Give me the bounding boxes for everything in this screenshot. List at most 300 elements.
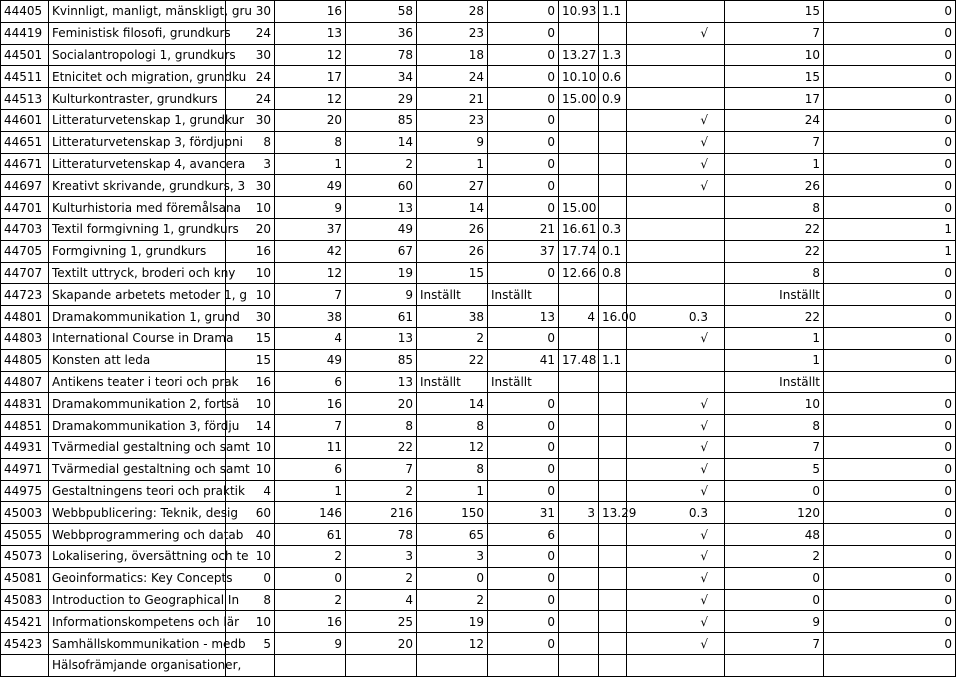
first-hand-applicants-cell: 146 xyxy=(275,502,346,524)
merit-grade-cell xyxy=(559,524,599,546)
merit-grade-cell: 17.74 xyxy=(559,240,599,262)
table-row xyxy=(1,131,956,153)
places-cell: 10 xyxy=(226,436,275,458)
late-cell: 0 xyxy=(824,131,956,153)
all-admitted-cell: √ xyxy=(627,567,725,589)
reserves-cell: 0 xyxy=(488,327,559,349)
merit-test-cell xyxy=(599,633,627,655)
merit-grade-cell xyxy=(559,611,599,633)
registered-cell: 0 xyxy=(725,480,824,502)
reserves-cell xyxy=(488,654,559,676)
table-row xyxy=(1,611,956,633)
total-applicants-cell: 85 xyxy=(346,349,417,371)
late-cell: 0 xyxy=(824,1,956,23)
course-name-cell: Kulturkontraster, grundkurs xyxy=(49,88,226,110)
course-code-cell: 44501 xyxy=(1,44,49,66)
course-code-cell: 44831 xyxy=(1,393,49,415)
admitted-cell: 18 xyxy=(417,44,488,66)
late-cell: 0 xyxy=(824,415,956,437)
merit-grade-cell xyxy=(559,327,599,349)
first-hand-applicants-cell: 12 xyxy=(275,44,346,66)
all-admitted-cell: √ xyxy=(627,131,725,153)
first-hand-applicants-cell: 20 xyxy=(275,109,346,131)
table-row xyxy=(1,415,956,437)
places-cell: 8 xyxy=(226,131,275,153)
first-hand-applicants-cell: 8 xyxy=(275,131,346,153)
late-cell: 0 xyxy=(824,175,956,197)
reserves-cell: 21 xyxy=(488,218,559,240)
course-name-cell: International Course in Drama xyxy=(49,327,226,349)
places-cell: 10 xyxy=(226,545,275,567)
total-applicants-cell: 7 xyxy=(346,458,417,480)
all-admitted-cell xyxy=(627,654,725,676)
admitted-cell: Inställt xyxy=(417,284,488,306)
merit-grade-cell xyxy=(559,436,599,458)
merit-test-cell xyxy=(599,589,627,611)
reserves-cell: 0 xyxy=(488,44,559,66)
admitted-cell: 22 xyxy=(417,349,488,371)
late-cell: 0 xyxy=(824,611,956,633)
reserves-cell: 0 xyxy=(488,197,559,219)
merit-test-cell xyxy=(599,22,627,44)
first-hand-applicants-cell: 42 xyxy=(275,240,346,262)
registered-cell: 0 xyxy=(725,567,824,589)
first-hand-applicants-cell: 37 xyxy=(275,218,346,240)
first-hand-applicants-cell: 1 xyxy=(275,153,346,175)
total-applicants-cell: 14 xyxy=(346,131,417,153)
course-code-cell: 44801 xyxy=(1,306,49,328)
merit-grade-cell xyxy=(559,371,599,393)
merit-test-cell: 0.8 xyxy=(599,262,627,284)
table-row xyxy=(1,262,956,284)
course-code-cell: 44971 xyxy=(1,458,49,480)
all-admitted-cell: 0.3 xyxy=(627,502,725,524)
all-admitted-cell: √ xyxy=(627,524,725,546)
course-code-cell: 45003 xyxy=(1,502,49,524)
first-hand-applicants-cell: 16 xyxy=(275,393,346,415)
total-applicants-cell: 29 xyxy=(346,88,417,110)
reserves-cell: 0 xyxy=(488,436,559,458)
course-code-cell: 44975 xyxy=(1,480,49,502)
registered-cell: 15 xyxy=(725,1,824,23)
first-hand-applicants-cell: 16 xyxy=(275,611,346,633)
first-hand-applicants-cell: 0 xyxy=(275,567,346,589)
total-applicants-cell: 4 xyxy=(346,589,417,611)
places-cell: 15 xyxy=(226,327,275,349)
merit-test-cell: 0.9 xyxy=(599,88,627,110)
first-hand-applicants-cell: 9 xyxy=(275,633,346,655)
table-row xyxy=(1,458,956,480)
total-applicants-cell: 58 xyxy=(346,1,417,23)
table-row xyxy=(1,480,956,502)
course-name-cell: Skapande arbetets metoder 1, g xyxy=(49,284,226,306)
all-admitted-cell: √ xyxy=(627,458,725,480)
course-name-cell: Hälsofrämjande organisationer, xyxy=(49,654,226,676)
late-cell: 0 xyxy=(824,502,956,524)
registered-cell: 48 xyxy=(725,524,824,546)
reserves-cell: 0 xyxy=(488,415,559,437)
admitted-cell: 9 xyxy=(417,131,488,153)
admitted-cell: 38 xyxy=(417,306,488,328)
merit-grade-cell: 3 xyxy=(559,502,599,524)
merit-grade-cell xyxy=(559,654,599,676)
merit-test-cell xyxy=(599,545,627,567)
course-code-cell: 44701 xyxy=(1,197,49,219)
late-cell: 0 xyxy=(824,22,956,44)
late-cell: 0 xyxy=(824,109,956,131)
merit-grade-cell xyxy=(559,545,599,567)
merit-test-cell xyxy=(599,393,627,415)
merit-test-cell xyxy=(599,611,627,633)
first-hand-applicants-cell: 17 xyxy=(275,66,346,88)
table-row xyxy=(1,349,956,371)
registered-cell: 1 xyxy=(725,349,824,371)
late-cell: 1 xyxy=(824,218,956,240)
admitted-cell: 23 xyxy=(417,22,488,44)
late-cell: 0 xyxy=(824,66,956,88)
course-name-cell: Socialantropologi 1, grundkurs xyxy=(49,44,226,66)
all-admitted-cell: √ xyxy=(627,545,725,567)
late-cell: 0 xyxy=(824,327,956,349)
places-cell: 24 xyxy=(226,66,275,88)
admitted-cell: 19 xyxy=(417,611,488,633)
all-admitted-cell: √ xyxy=(627,611,725,633)
total-applicants-cell: 49 xyxy=(346,218,417,240)
first-hand-applicants-cell: 61 xyxy=(275,524,346,546)
reserves-cell: 0 xyxy=(488,262,559,284)
course-code-cell: 44851 xyxy=(1,415,49,437)
places-cell: 10 xyxy=(226,393,275,415)
merit-test-cell xyxy=(599,371,627,393)
merit-test-cell xyxy=(599,567,627,589)
all-admitted-cell xyxy=(627,66,725,88)
all-admitted-cell: √ xyxy=(627,327,725,349)
course-name-cell: Webbprogrammering och datab xyxy=(49,524,226,546)
all-admitted-cell xyxy=(627,371,725,393)
course-name-cell: Samhällskommunikation - medb xyxy=(49,633,226,655)
places-cell: 4 xyxy=(226,480,275,502)
late-cell xyxy=(824,654,956,676)
course-code-cell: 44807 xyxy=(1,371,49,393)
course-code-cell: 45421 xyxy=(1,611,49,633)
course-code-cell: 44511 xyxy=(1,66,49,88)
places-cell: 10 xyxy=(226,197,275,219)
course-code-cell: 45073 xyxy=(1,545,49,567)
total-applicants-cell: 61 xyxy=(346,306,417,328)
course-code-cell xyxy=(1,654,49,676)
table-row xyxy=(1,44,956,66)
places-cell: 0 xyxy=(226,567,275,589)
merit-test-cell xyxy=(599,109,627,131)
registered-cell: 26 xyxy=(725,175,824,197)
reserves-cell: 0 xyxy=(488,633,559,655)
registered-cell: 5 xyxy=(725,458,824,480)
merit-test-cell xyxy=(599,131,627,153)
total-applicants-cell: 36 xyxy=(346,22,417,44)
admitted-cell: 26 xyxy=(417,240,488,262)
total-applicants-cell: 78 xyxy=(346,524,417,546)
places-cell: 30 xyxy=(226,175,275,197)
all-admitted-cell: √ xyxy=(627,633,725,655)
table-row xyxy=(1,589,956,611)
admitted-cell: 150 xyxy=(417,502,488,524)
merit-test-cell xyxy=(599,436,627,458)
course-code-cell: 44803 xyxy=(1,327,49,349)
reserves-cell: 6 xyxy=(488,524,559,546)
course-name-cell: Dramakommunikation 2, fortsä xyxy=(49,393,226,415)
admitted-cell: 0 xyxy=(417,567,488,589)
course-code-cell: 44405 xyxy=(1,1,49,23)
all-admitted-cell: √ xyxy=(627,589,725,611)
all-admitted-cell: √ xyxy=(627,436,725,458)
table-row xyxy=(1,436,956,458)
table-row xyxy=(1,22,956,44)
registered-cell: 8 xyxy=(725,415,824,437)
merit-test-cell xyxy=(599,284,627,306)
all-admitted-cell xyxy=(627,240,725,262)
merit-grade-cell xyxy=(559,22,599,44)
merit-grade-cell: 10.10 xyxy=(559,66,599,88)
all-admitted-cell xyxy=(627,262,725,284)
reserves-cell: 37 xyxy=(488,240,559,262)
first-hand-applicants-cell: 9 xyxy=(275,197,346,219)
merit-test-cell: 16.00 xyxy=(599,306,627,328)
merit-grade-cell xyxy=(559,131,599,153)
reserves-cell: 0 xyxy=(488,480,559,502)
merit-test-cell xyxy=(599,327,627,349)
registered-cell: 10 xyxy=(725,44,824,66)
reserves-cell: 0 xyxy=(488,589,559,611)
first-hand-applicants-cell: 4 xyxy=(275,327,346,349)
reserves-cell: 0 xyxy=(488,175,559,197)
reserves-cell: 0 xyxy=(488,88,559,110)
merit-test-cell xyxy=(599,175,627,197)
merit-test-cell: 1.3 xyxy=(599,44,627,66)
registered-cell: 9 xyxy=(725,611,824,633)
reserves-cell: 41 xyxy=(488,349,559,371)
all-admitted-cell: √ xyxy=(627,153,725,175)
late-cell: 0 xyxy=(824,393,956,415)
table-row xyxy=(1,502,956,524)
late-cell: 0 xyxy=(824,197,956,219)
first-hand-applicants-cell: 12 xyxy=(275,262,346,284)
reserves-cell: 0 xyxy=(488,393,559,415)
first-hand-applicants-cell: 7 xyxy=(275,415,346,437)
course-code-cell: 44513 xyxy=(1,88,49,110)
admitted-cell: 12 xyxy=(417,436,488,458)
table-row xyxy=(1,545,956,567)
first-hand-applicants-cell: 6 xyxy=(275,458,346,480)
first-hand-applicants-cell: 16 xyxy=(275,1,346,23)
course-code-cell: 44723 xyxy=(1,284,49,306)
course-code-cell: 44703 xyxy=(1,218,49,240)
places-cell: 10 xyxy=(226,284,275,306)
course-name-cell: Dramakommunikation 1, grund xyxy=(49,306,226,328)
late-cell: 0 xyxy=(824,44,956,66)
registered-cell: 8 xyxy=(725,262,824,284)
late-cell: 0 xyxy=(824,436,956,458)
course-name-cell: Textil formgivning 1, grundkurs xyxy=(49,218,226,240)
registered-cell xyxy=(725,654,824,676)
course-code-cell: 44931 xyxy=(1,436,49,458)
table-row xyxy=(1,524,956,546)
all-admitted-cell xyxy=(627,44,725,66)
total-applicants-cell: 9 xyxy=(346,284,417,306)
course-name-cell: Introduction to Geographical In xyxy=(49,589,226,611)
total-applicants-cell: 3 xyxy=(346,545,417,567)
admitted-cell: 24 xyxy=(417,66,488,88)
reserves-cell: 0 xyxy=(488,1,559,23)
registered-cell: 22 xyxy=(725,306,824,328)
first-hand-applicants-cell: 38 xyxy=(275,306,346,328)
merit-grade-cell xyxy=(559,480,599,502)
table-row xyxy=(1,66,956,88)
course-code-cell: 44697 xyxy=(1,175,49,197)
first-hand-applicants-cell: 1 xyxy=(275,480,346,502)
total-applicants-cell: 85 xyxy=(346,109,417,131)
admitted-cell: 1 xyxy=(417,480,488,502)
merit-test-cell xyxy=(599,415,627,437)
merit-test-cell xyxy=(599,654,627,676)
places-cell: 10 xyxy=(226,262,275,284)
merit-grade-cell: 4 xyxy=(559,306,599,328)
course-code-cell: 44601 xyxy=(1,109,49,131)
total-applicants-cell: 2 xyxy=(346,153,417,175)
merit-test-cell: 0.1 xyxy=(599,240,627,262)
registered-cell: 15 xyxy=(725,66,824,88)
course-code-cell: 44651 xyxy=(1,131,49,153)
reserves-cell: 0 xyxy=(488,22,559,44)
places-cell: 15 xyxy=(226,349,275,371)
total-applicants-cell: 13 xyxy=(346,327,417,349)
first-hand-applicants-cell: 2 xyxy=(275,589,346,611)
course-code-cell: 45081 xyxy=(1,567,49,589)
merit-grade-cell: 15.00 xyxy=(559,88,599,110)
course-name-cell: Antikens teater i teori och prak xyxy=(49,371,226,393)
course-name-cell: Gestaltningens teori och praktik xyxy=(49,480,226,502)
first-hand-applicants-cell: 49 xyxy=(275,349,346,371)
merit-grade-cell xyxy=(559,633,599,655)
places-cell: 24 xyxy=(226,88,275,110)
course-name-cell: Formgivning 1, grundkurs xyxy=(49,240,226,262)
admitted-cell: 12 xyxy=(417,633,488,655)
first-hand-applicants-cell: 13 xyxy=(275,22,346,44)
course-name-cell: Tvärmedial gestaltning och samt xyxy=(49,458,226,480)
table-row xyxy=(1,654,956,676)
table-row xyxy=(1,567,956,589)
admitted-cell: 21 xyxy=(417,88,488,110)
registered-cell: 7 xyxy=(725,22,824,44)
places-cell: 30 xyxy=(226,109,275,131)
places-cell: 16 xyxy=(226,371,275,393)
registered-cell: 1 xyxy=(725,153,824,175)
table-row xyxy=(1,633,956,655)
merit-test-cell: 1.1 xyxy=(599,349,627,371)
registered-cell: 7 xyxy=(725,131,824,153)
registered-cell: 22 xyxy=(725,240,824,262)
merit-grade-cell xyxy=(559,284,599,306)
table-row xyxy=(1,393,956,415)
registered-cell: 10 xyxy=(725,393,824,415)
total-applicants-cell: 34 xyxy=(346,66,417,88)
total-applicants-cell: 25 xyxy=(346,611,417,633)
course-name-cell: Etnicitet och migration, grundku xyxy=(49,66,226,88)
course-name-cell: Konsten att leda xyxy=(49,349,226,371)
table-row xyxy=(1,218,956,240)
reserves-cell: 0 xyxy=(488,131,559,153)
all-admitted-cell: √ xyxy=(627,22,725,44)
merit-grade-cell: 17.48 xyxy=(559,349,599,371)
total-applicants-cell: 8 xyxy=(346,415,417,437)
course-table-body xyxy=(1,1,956,677)
table-row xyxy=(1,306,956,328)
all-admitted-cell xyxy=(627,88,725,110)
late-cell: 0 xyxy=(824,349,956,371)
table-row xyxy=(1,284,956,306)
course-name-cell: Litteraturvetenskap 3, fördjupni xyxy=(49,131,226,153)
admitted-cell: 15 xyxy=(417,262,488,284)
first-hand-applicants-cell: 7 xyxy=(275,284,346,306)
merit-test-cell xyxy=(599,153,627,175)
table-row xyxy=(1,240,956,262)
all-admitted-cell: √ xyxy=(627,109,725,131)
admitted-cell: 14 xyxy=(417,197,488,219)
total-applicants-cell: 60 xyxy=(346,175,417,197)
merit-test-cell xyxy=(599,458,627,480)
late-cell: 1 xyxy=(824,240,956,262)
reserves-cell: 0 xyxy=(488,109,559,131)
merit-grade-cell: 15.00 xyxy=(559,197,599,219)
places-cell: 40 xyxy=(226,524,275,546)
late-cell: 0 xyxy=(824,633,956,655)
course-name-cell: Informationskompetens och lär xyxy=(49,611,226,633)
total-applicants-cell xyxy=(346,654,417,676)
registered-cell: 8 xyxy=(725,197,824,219)
merit-test-cell: 1.1 xyxy=(599,1,627,23)
course-name-cell: Lokalisering, översättning och te xyxy=(49,545,226,567)
places-cell: 30 xyxy=(226,44,275,66)
first-hand-applicants-cell: 49 xyxy=(275,175,346,197)
course-name-cell: Kreativt skrivande, grundkurs, 3 xyxy=(49,175,226,197)
table-row xyxy=(1,88,956,110)
first-hand-applicants-cell: 12 xyxy=(275,88,346,110)
reserves-cell: 31 xyxy=(488,502,559,524)
merit-grade-cell xyxy=(559,175,599,197)
table-row xyxy=(1,327,956,349)
course-name-cell: Litteraturvetenskap 4, avancera xyxy=(49,153,226,175)
first-hand-applicants-cell xyxy=(275,654,346,676)
course-name-cell: Webbpublicering: Teknik, desig xyxy=(49,502,226,524)
course-code-cell: 44805 xyxy=(1,349,49,371)
all-admitted-cell: √ xyxy=(627,415,725,437)
merit-grade-cell xyxy=(559,393,599,415)
table-row xyxy=(1,371,956,393)
late-cell: 0 xyxy=(824,306,956,328)
total-applicants-cell: 13 xyxy=(346,197,417,219)
places-cell: 30 xyxy=(226,306,275,328)
places-cell: 5 xyxy=(226,633,275,655)
places-cell: 8 xyxy=(226,589,275,611)
total-applicants-cell: 13 xyxy=(346,371,417,393)
late-cell: 0 xyxy=(824,284,956,306)
reserves-cell: 0 xyxy=(488,545,559,567)
places-cell: 30 xyxy=(226,1,275,23)
total-applicants-cell: 22 xyxy=(346,436,417,458)
merit-grade-cell: 13.27 xyxy=(559,44,599,66)
course-code-cell: 44671 xyxy=(1,153,49,175)
total-applicants-cell: 19 xyxy=(346,262,417,284)
admitted-cell xyxy=(417,654,488,676)
